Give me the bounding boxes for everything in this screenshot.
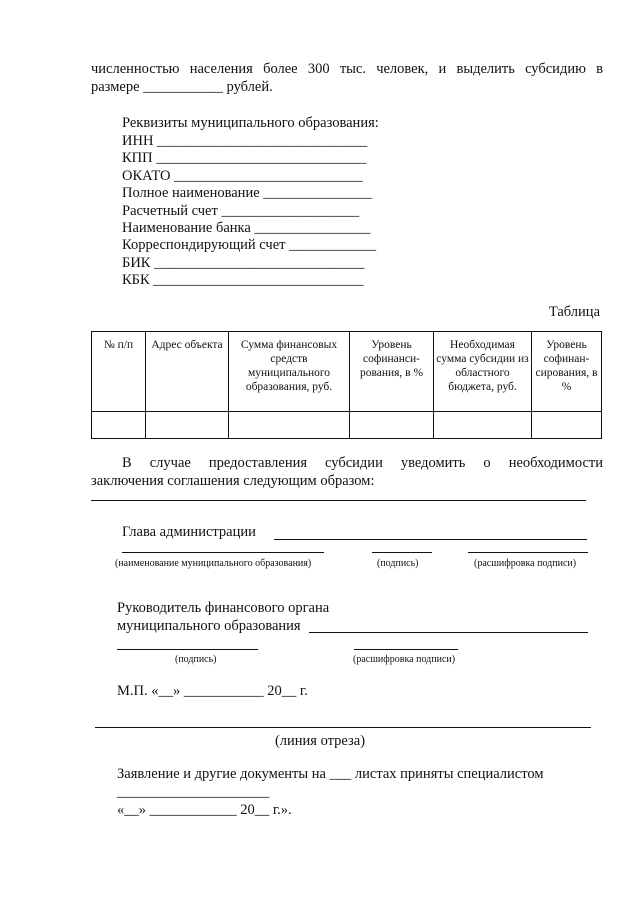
requisite-full-name: Полное наименование _______________ [122,185,373,202]
intro-line-1: численностью населения более 300 тыс. человек, и выделить субсидию в [91,61,603,77]
caption-fin-decipher: (расшифровка подписи) [353,654,456,665]
receipt-date: «__» ____________ 20__ г.». [117,802,292,818]
municipality-name-line[interactable] [122,552,324,553]
requisites-title: Реквизиты муниципального образования: [122,115,379,131]
fin-decipher-line[interactable] [354,649,458,650]
caption-signature: (подпись) [377,558,419,569]
head-signature-line[interactable] [372,552,432,553]
requisite-account: Расчетный счет ___________________ [122,202,360,219]
fin-head-name-line[interactable] [309,632,588,633]
subsidy-table [91,331,602,439]
receipt-line-1: Заявление и другие документы на ___ листах приняты специалистом [117,766,544,782]
col-cofinancing-level: Уровень софинанси-рования, в % [350,332,434,412]
caption-decipher: (расшифровка подписи) [474,558,577,569]
notice-line-1: В случае предоставления субсидии уведомить о необходимости [122,455,603,471]
cut-line [95,727,591,728]
table-cell[interactable] [92,412,146,439]
cut-line-label: (линия отреза) [274,733,366,749]
col-address: Адрес объекта [146,332,229,412]
table-cell[interactable] [532,412,602,439]
table-header-row [92,332,602,412]
stamp-date: М.П. «__» ___________ 20__ г. [117,683,308,699]
requisite-corr-account: Корреспондирующий счет ____________ [122,237,377,254]
col-number: № п/п [92,332,146,412]
table-row [92,412,602,439]
head-decipher-line[interactable] [468,552,588,553]
receipt-line-2: _____________________ [117,784,270,800]
notice-line-2: заключения соглашения следующим образом: [91,473,375,489]
table-cell[interactable] [146,412,229,439]
requisite-kbk: КБК _____________________________ [122,272,364,289]
requisite-kpp: КПП _____________________________ [122,150,367,167]
table-cell[interactable] [229,412,350,439]
col-cofinancing-level-2: Уровень софинан-сирования, в % [532,332,602,412]
col-required-subsidy: Необходимая сумма субсидии из областного бюджета, руб. [434,332,532,412]
head-admin-label: Глава администрации [122,524,256,540]
caption-fin-signature: (подпись) [175,654,217,665]
caption-municipality-name: (наименование муниципального образования) [115,558,312,569]
head-admin-name-line[interactable] [274,539,587,540]
requisite-okato: ОКАТО __________________________ [122,167,363,184]
requisite-inn: ИНН _____________________________ [122,133,368,149]
requisite-bank: Наименование банка ________________ [122,220,371,237]
intro-line-2: размере ___________ рублей. [91,79,273,95]
fin-signature-line[interactable] [117,649,258,650]
col-municipal-funds: Сумма финансовых средств муниципального образования, руб. [229,332,350,412]
table-cell[interactable] [350,412,434,439]
table-cell[interactable] [434,412,532,439]
fin-head-line-2: муниципального образования [117,618,301,634]
table-caption: Таблица [548,304,600,320]
notice-blank-line[interactable] [91,500,586,501]
requisites-list [122,133,376,290]
requisite-bik: БИК _____________________________ [122,254,365,271]
fin-head-line-1: Руководитель финансового органа [117,600,330,616]
